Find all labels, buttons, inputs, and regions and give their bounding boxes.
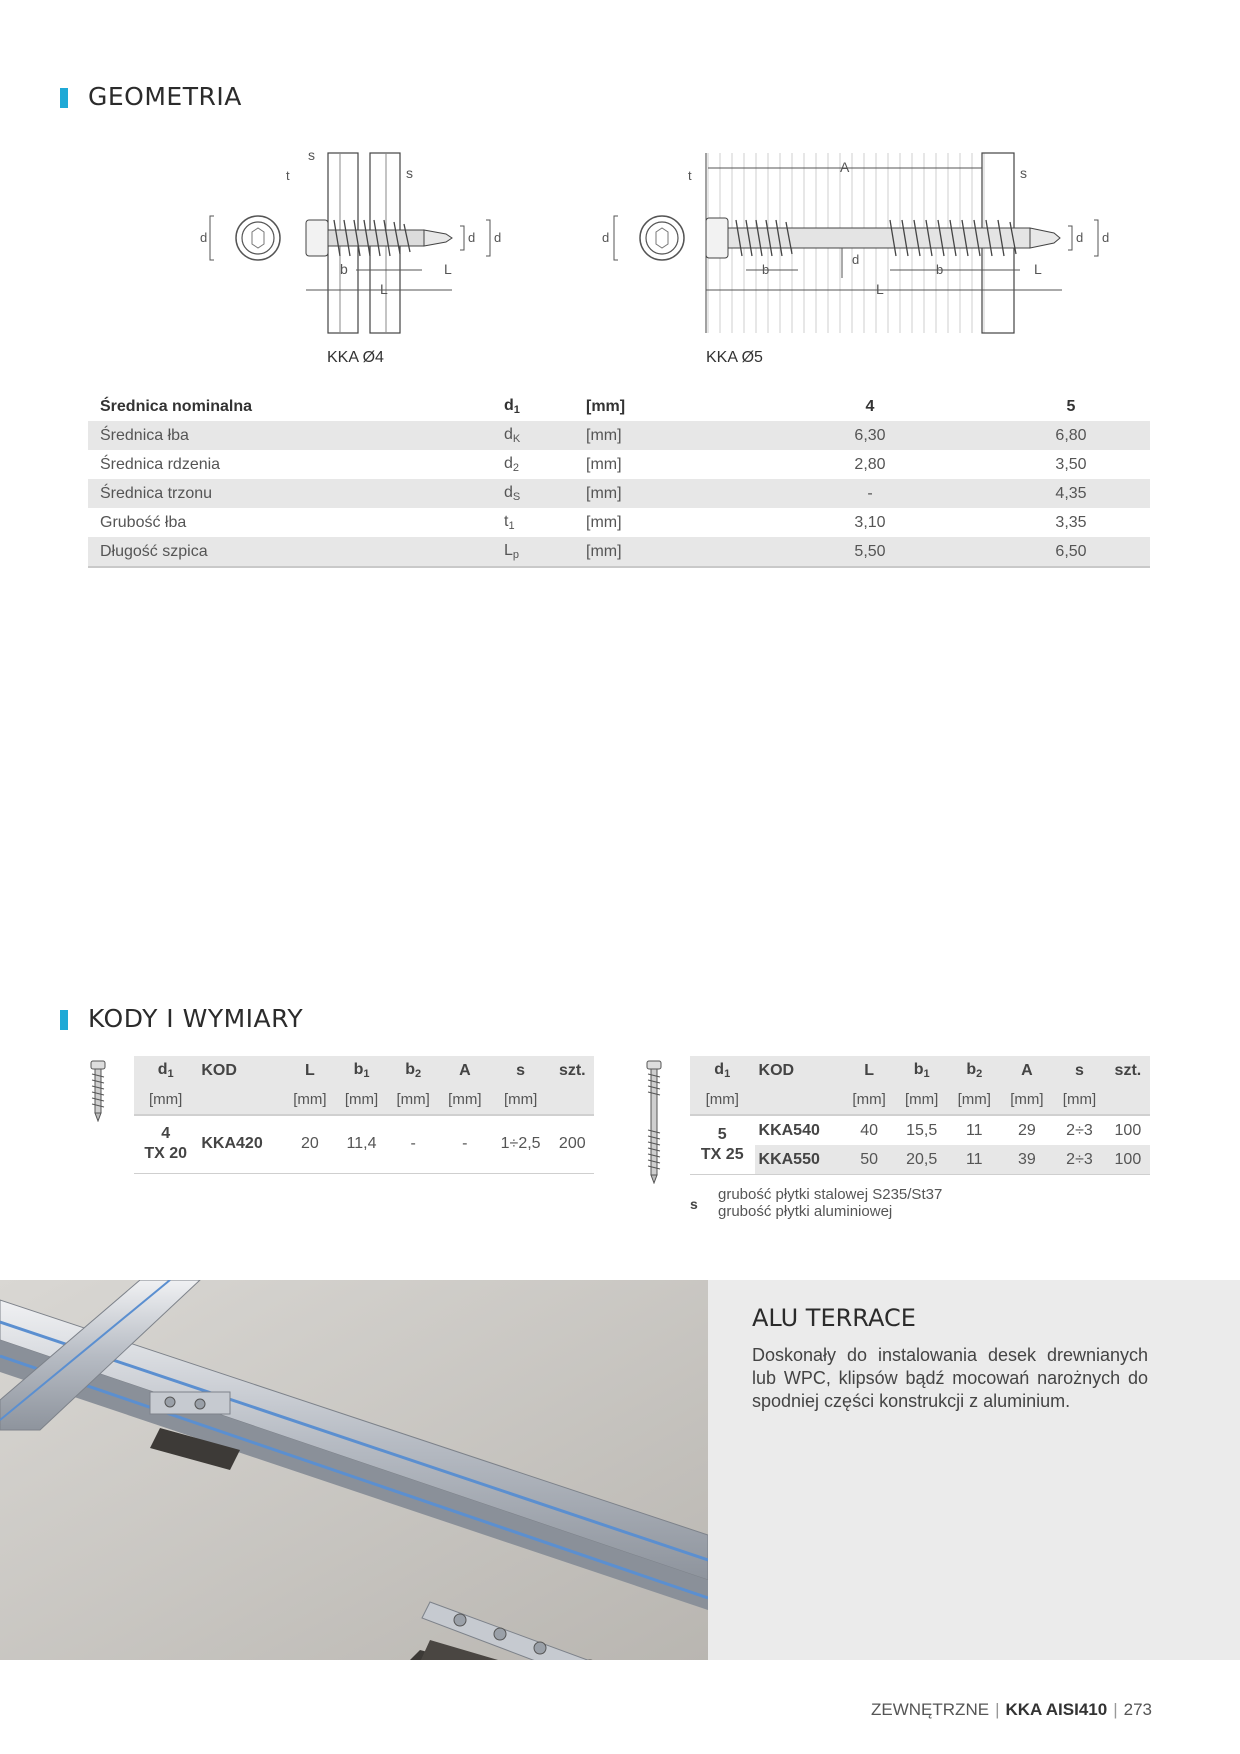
unit-cell: [mm] [948, 1085, 1001, 1115]
b1-cell: 15,5 [906, 1121, 938, 1139]
label-s-right: s [406, 165, 413, 181]
section-marker [60, 88, 68, 108]
unit-cell: [mm] [491, 1085, 551, 1115]
col-l: L [843, 1056, 896, 1085]
label-dk: d [200, 230, 208, 245]
geo-cell-v5: 4,35 [992, 479, 1150, 508]
table-row [690, 1145, 1150, 1175]
label-a: A [840, 159, 850, 175]
alu-terrace-photo [0, 1280, 708, 1660]
section-title-geometry: GEOMETRIA [88, 82, 242, 111]
s-cell: 2÷3 [1066, 1121, 1093, 1139]
label-d1: d [494, 230, 502, 245]
d1-value: 5 TX 25 [690, 1115, 755, 1175]
geo-cell-name: Średnica trzonu [88, 479, 492, 508]
kod-cell: KKA550 [755, 1145, 843, 1175]
note-line-2: grubość płytki aluminiowej [718, 1203, 893, 1220]
page-number: 273 [1123, 1700, 1152, 1719]
geo-cell-name: Średnica rdzenia [100, 455, 221, 473]
geo-cell-name: Średnica łba [88, 421, 492, 450]
b1-cell: 20,5 [895, 1145, 948, 1175]
col-a: A [1001, 1056, 1054, 1085]
label-b: b [340, 261, 348, 277]
page-footer: ZEWNĘTRZNE | KKA AISI410 | 273 [871, 1700, 1152, 1719]
col-szt: szt. [1106, 1056, 1150, 1085]
note-line-1: grubość płytki stalowej S235/St37 [718, 1186, 943, 1203]
geo-header-sym: $d_1$ [504, 397, 520, 416]
screw-long-icon [645, 1060, 663, 1184]
note-symbol: s [690, 1196, 698, 1212]
geometry-table [88, 392, 1150, 568]
table-row [88, 537, 1150, 567]
geo-cell-unit: [mm] [586, 455, 622, 473]
geo-cell-v5: 3,35 [1055, 513, 1087, 531]
drawing-caption-right: KKA Ø5 [706, 349, 763, 366]
label-b2: b [762, 262, 770, 277]
col-s: s [1053, 1056, 1106, 1085]
label-d2: d [468, 230, 476, 245]
unit-cell: [mm] [439, 1085, 491, 1115]
table-row [88, 450, 1150, 479]
label-dk-5: d [602, 230, 610, 245]
label-d1-5: d [1102, 230, 1110, 245]
table-row [134, 1115, 594, 1173]
label-b1: b [936, 262, 944, 277]
kod-cell: KKA420 [197, 1115, 284, 1173]
col-kod: KOD [197, 1056, 284, 1085]
unit-cell: [mm] [284, 1085, 336, 1115]
codes-units-row [690, 1085, 1150, 1115]
b1-cell: 11,4 [336, 1115, 388, 1173]
col-szt: szt. [551, 1056, 594, 1085]
label-lp-5: L [1034, 261, 1042, 277]
col-kod: KOD [755, 1056, 843, 1085]
screw-drawing-4 [190, 148, 550, 358]
unit-cell: [mm] [895, 1085, 948, 1115]
col-d1: $d_1$ [134, 1056, 197, 1085]
s-cell: 2÷3 [1053, 1145, 1106, 1175]
unit-cell [197, 1085, 284, 1115]
kod-cell: KKA540 [758, 1121, 820, 1139]
unit-cell: [mm] [843, 1085, 896, 1115]
label-l-5: L [876, 281, 884, 297]
d1-value: 4 TX 20 [134, 1115, 197, 1173]
drawing-caption-left: KKA Ø4 [327, 349, 384, 366]
geo-cell-v4: 5,50 [748, 537, 992, 567]
geo-header-unit: [mm] [586, 397, 626, 415]
table-row [88, 421, 1150, 450]
label-ds: d [852, 252, 860, 267]
b2-cell: 11 [948, 1145, 1001, 1175]
label-s-top: s [308, 148, 315, 163]
note-text [718, 1186, 942, 1220]
geo-cell-sym: $t_1$ [504, 513, 515, 532]
geo-cell-unit: [mm] [574, 421, 748, 450]
geo-cell-unit: [mm] [586, 513, 622, 531]
screw-drawing-5 [590, 148, 1150, 358]
b2-cell: - [387, 1115, 439, 1173]
unit-cell [755, 1085, 843, 1115]
col-s: s [491, 1056, 551, 1085]
a-cell: - [439, 1115, 491, 1173]
l-cell: 20 [284, 1115, 336, 1173]
geo-cell-sym: $d_K$ [492, 421, 574, 450]
geo-cell-sym: $d_2$ [504, 455, 520, 474]
geo-cell-v5: 6,50 [992, 537, 1150, 567]
footer-section: ZEWNĘTRZNE [871, 1700, 990, 1719]
a-cell: 39 [1001, 1145, 1054, 1175]
geo-cell-v4: - [748, 479, 992, 508]
szt-cell: 100 [1106, 1145, 1150, 1175]
geo-cell-name: Grubość łba [100, 513, 187, 531]
section-title-codes: KODY I WYMIARY [88, 1004, 304, 1033]
szt-cell: 200 [551, 1115, 594, 1173]
alu-panel [708, 1280, 1240, 1660]
unit-cell: [mm] [336, 1085, 388, 1115]
label-t1-5: t [688, 168, 692, 183]
table-row [88, 479, 1150, 508]
codes-table-5 [690, 1056, 1150, 1175]
label-l: L [380, 281, 388, 297]
codes-units-row [134, 1085, 594, 1115]
footer-product: KKA AISI410 [1005, 1700, 1108, 1719]
geo-cell-sym: $L_p$ [492, 537, 574, 567]
alu-title: ALU TERRACE [752, 1304, 916, 1332]
section-marker [60, 1010, 68, 1030]
alu-description: Doskonały do instalowania desek drewnianych lub WPC, klipsów bądź mocowań narożnych do spodniej części konstrukcji z aluminium. [752, 1345, 1148, 1411]
geo-cell-unit: [mm] [574, 479, 748, 508]
geo-cell-v5: 6,80 [992, 421, 1150, 450]
s-cell: 1÷2,5 [491, 1115, 551, 1173]
table-row [88, 508, 1150, 537]
unit-cell: [mm] [134, 1085, 197, 1115]
l-cell: 50 [843, 1145, 896, 1175]
col-l: L [284, 1056, 336, 1085]
col-b2: $b_2$ [387, 1056, 439, 1085]
geo-cell-name: Długość szpica [88, 537, 492, 567]
label-d2-5: d [1076, 230, 1084, 245]
col-b2: $b_2$ [948, 1056, 1001, 1085]
codes-header-row [690, 1056, 1150, 1085]
col-b1: $b_1$ [895, 1056, 948, 1085]
unit-cell [551, 1085, 594, 1115]
geo-cell-v4: 3,10 [854, 513, 886, 531]
col-d1: $d_1$ [690, 1056, 755, 1085]
unit-cell: [mm] [690, 1085, 755, 1115]
l-cell: 40 [860, 1121, 878, 1139]
unit-cell [1106, 1085, 1150, 1115]
geo-cell-v4: 2,80 [854, 455, 886, 473]
geo-cell-v4: 6,30 [748, 421, 992, 450]
unit-cell: [mm] [1053, 1085, 1106, 1115]
geo-cell-sym: $d_S$ [492, 479, 574, 508]
a-cell: 29 [1017, 1121, 1036, 1139]
geometry-header-row [88, 392, 1150, 421]
b2-cell: 11 [965, 1121, 983, 1139]
label-s-5: s [1020, 165, 1027, 181]
label-lp: L [444, 261, 452, 277]
col-b1: $b_1$ [336, 1056, 388, 1085]
geo-header-v5: 5 [1066, 397, 1076, 415]
label-t1: t [286, 168, 290, 183]
geo-header-name: Średnica nominalna [100, 397, 253, 415]
szt-cell: 100 [1114, 1121, 1142, 1139]
geo-header-v4: 4 [865, 397, 875, 415]
codes-header-row [134, 1056, 594, 1085]
codes-table-4 [134, 1056, 594, 1174]
geo-cell-unit: [mm] [574, 537, 748, 567]
table-row [690, 1115, 1150, 1145]
unit-cell: [mm] [1001, 1085, 1054, 1115]
unit-cell: [mm] [387, 1085, 439, 1115]
screw-short-icon [89, 1060, 107, 1122]
col-a: A [439, 1056, 491, 1085]
geo-cell-v5: 3,50 [1055, 455, 1087, 473]
